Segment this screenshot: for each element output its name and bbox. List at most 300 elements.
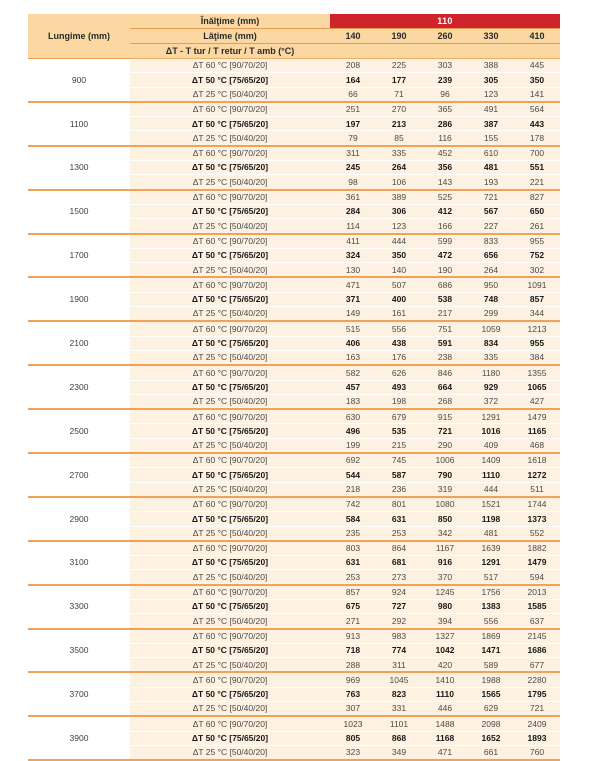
header-width-value: 260 bbox=[422, 29, 468, 44]
length-cell: 2500 bbox=[28, 409, 130, 453]
output-value-cell: 271 bbox=[330, 614, 376, 629]
output-value-cell: 225 bbox=[376, 59, 422, 73]
output-value-cell: 178 bbox=[514, 131, 560, 146]
output-value-cell: 915 bbox=[422, 409, 468, 424]
output-value-cell: 2280 bbox=[514, 672, 560, 687]
output-value-cell: 235 bbox=[330, 526, 376, 541]
dt-label-cell: ΔT 60 °C [90/70/20] bbox=[130, 365, 330, 380]
output-value-cell: 589 bbox=[468, 658, 514, 673]
dt-label-cell: ΔT 50 °C [75/65/20] bbox=[130, 292, 330, 306]
output-value-cell: 324 bbox=[330, 248, 376, 262]
dt-label-cell: ΔT 60 °C [90/70/20] bbox=[130, 234, 330, 249]
output-value-cell: 924 bbox=[376, 585, 422, 600]
output-value-cell: 535 bbox=[376, 424, 422, 438]
output-value-cell: 1042 bbox=[422, 643, 468, 657]
output-value-cell: 106 bbox=[376, 175, 422, 190]
dt-label-cell: ΔT 25 °C [50/40/20] bbox=[130, 526, 330, 541]
output-value-cell: 827 bbox=[514, 190, 560, 205]
dt-label-cell: ΔT 60 °C [90/70/20] bbox=[130, 629, 330, 644]
output-value-cell: 253 bbox=[330, 570, 376, 585]
dt-row bbox=[28, 497, 560, 512]
length-cell: 1900 bbox=[28, 277, 130, 321]
output-value-cell: 176 bbox=[376, 350, 422, 365]
output-value-cell: 1168 bbox=[422, 731, 468, 745]
length-cell: 3300 bbox=[28, 585, 130, 629]
output-value-cell: 217 bbox=[422, 307, 468, 322]
output-value-cell: 239 bbox=[422, 73, 468, 87]
output-value-cell: 507 bbox=[376, 277, 422, 292]
dt-label-cell: ΔT 50 °C [75/65/20] bbox=[130, 424, 330, 438]
output-value-cell: 273 bbox=[376, 570, 422, 585]
output-value-cell: 427 bbox=[514, 394, 560, 409]
output-value-cell: 387 bbox=[468, 117, 514, 131]
output-value-cell: 116 bbox=[422, 131, 468, 146]
output-value-cell: 517 bbox=[468, 570, 514, 585]
dt-label-cell: ΔT 25 °C [50/40/20] bbox=[130, 175, 330, 190]
output-value-cell: 745 bbox=[376, 453, 422, 468]
output-value-cell: 472 bbox=[422, 248, 468, 262]
output-value-cell: 443 bbox=[514, 117, 560, 131]
output-value-cell: 1686 bbox=[514, 643, 560, 657]
output-value-cell: 1409 bbox=[468, 453, 514, 468]
output-value-cell: 857 bbox=[330, 585, 376, 600]
dt-row bbox=[28, 453, 560, 468]
output-value-cell: 400 bbox=[376, 292, 422, 306]
output-value-cell: 661 bbox=[468, 745, 514, 760]
output-value-cell: 335 bbox=[376, 146, 422, 161]
output-value-cell: 679 bbox=[376, 409, 422, 424]
dt-row bbox=[28, 277, 560, 292]
table-body bbox=[28, 59, 560, 761]
output-value-cell: 868 bbox=[376, 731, 422, 745]
output-value-cell: 721 bbox=[422, 424, 468, 438]
output-value-cell: 980 bbox=[422, 599, 468, 613]
dt-label-cell: ΔT 25 °C [50/40/20] bbox=[130, 219, 330, 234]
dt-label-cell: ΔT 50 °C [75/65/20] bbox=[130, 643, 330, 657]
output-value-cell: 1327 bbox=[422, 629, 468, 644]
output-value-cell: 1479 bbox=[514, 556, 560, 570]
output-value-cell: 114 bbox=[330, 219, 376, 234]
radiator-output-table bbox=[28, 14, 560, 761]
output-value-cell: 238 bbox=[422, 350, 468, 365]
output-value-cell: 1080 bbox=[422, 497, 468, 512]
output-value-cell: 610 bbox=[468, 146, 514, 161]
output-value-cell: 286 bbox=[422, 117, 468, 131]
output-value-cell: 335 bbox=[468, 350, 514, 365]
output-value-cell: 1180 bbox=[468, 365, 514, 380]
output-value-cell: 311 bbox=[330, 146, 376, 161]
dt-label-cell: ΔT 50 °C [75/65/20] bbox=[130, 512, 330, 526]
header-height-value-badge: 110 bbox=[330, 14, 560, 29]
output-value-cell: 790 bbox=[422, 468, 468, 482]
output-value-cell: 177 bbox=[376, 73, 422, 87]
header-inaltime-label: Înălţime (mm) bbox=[130, 14, 330, 29]
dt-label-cell: ΔT 60 °C [90/70/20] bbox=[130, 585, 330, 600]
output-value-cell: 221 bbox=[514, 175, 560, 190]
output-value-cell: 675 bbox=[330, 599, 376, 613]
output-value-cell: 955 bbox=[514, 336, 560, 350]
output-value-cell: 1988 bbox=[468, 672, 514, 687]
dt-label-cell: ΔT 50 °C [75/65/20] bbox=[130, 599, 330, 613]
output-value-cell: 245 bbox=[330, 161, 376, 175]
dt-row bbox=[28, 409, 560, 424]
output-value-cell: 1091 bbox=[514, 277, 560, 292]
length-cell: 1100 bbox=[28, 102, 130, 146]
output-value-cell: 471 bbox=[422, 745, 468, 760]
output-value-cell: 411 bbox=[330, 234, 376, 249]
output-value-cell: 307 bbox=[330, 702, 376, 717]
dt-row bbox=[28, 190, 560, 205]
dt-label-cell: ΔT 60 °C [90/70/20] bbox=[130, 59, 330, 73]
dt-label-cell: ΔT 60 °C [90/70/20] bbox=[130, 190, 330, 205]
output-value-cell: 215 bbox=[376, 438, 422, 453]
output-value-cell: 457 bbox=[330, 380, 376, 394]
dt-row bbox=[28, 321, 560, 336]
output-value-cell: 626 bbox=[376, 365, 422, 380]
output-value-cell: 1373 bbox=[514, 512, 560, 526]
output-value-cell: 149 bbox=[330, 307, 376, 322]
output-value-cell: 394 bbox=[422, 614, 468, 629]
output-value-cell: 538 bbox=[422, 292, 468, 306]
output-value-cell: 834 bbox=[468, 336, 514, 350]
dt-label-cell: ΔT 50 °C [75/65/20] bbox=[130, 248, 330, 262]
output-value-cell: 227 bbox=[468, 219, 514, 234]
output-value-cell: 261 bbox=[514, 219, 560, 234]
output-value-cell: 1471 bbox=[468, 643, 514, 657]
output-value-cell: 303 bbox=[422, 59, 468, 73]
output-value-cell: 284 bbox=[330, 204, 376, 218]
output-value-cell: 637 bbox=[514, 614, 560, 629]
dt-label-cell: ΔT 50 °C [75/65/20] bbox=[130, 468, 330, 482]
length-cell: 3700 bbox=[28, 672, 130, 716]
output-value-cell: 468 bbox=[514, 438, 560, 453]
output-value-cell: 1167 bbox=[422, 541, 468, 556]
output-value-cell: 264 bbox=[376, 161, 422, 175]
output-value-cell: 582 bbox=[330, 365, 376, 380]
output-value-cell: 801 bbox=[376, 497, 422, 512]
dt-label-cell: ΔT 50 °C [75/65/20] bbox=[130, 117, 330, 131]
output-value-cell: 599 bbox=[422, 234, 468, 249]
length-cell: 2300 bbox=[28, 365, 130, 409]
output-value-cell: 493 bbox=[376, 380, 422, 394]
output-value-cell: 803 bbox=[330, 541, 376, 556]
header-width-value: 330 bbox=[468, 29, 514, 44]
output-value-cell: 1110 bbox=[468, 468, 514, 482]
dt-label-cell: ΔT 60 °C [90/70/20] bbox=[130, 102, 330, 117]
output-value-cell: 166 bbox=[422, 219, 468, 234]
output-value-cell: 846 bbox=[422, 365, 468, 380]
output-value-cell: 198 bbox=[376, 394, 422, 409]
output-value-cell: 197 bbox=[330, 117, 376, 131]
output-value-cell: 2145 bbox=[514, 629, 560, 644]
length-cell: 3500 bbox=[28, 629, 130, 673]
output-value-cell: 409 bbox=[468, 438, 514, 453]
output-value-cell: 1272 bbox=[514, 468, 560, 482]
dt-row bbox=[28, 365, 560, 380]
dt-label-cell: ΔT 25 °C [50/40/20] bbox=[130, 658, 330, 673]
dt-label-cell: ΔT 50 °C [75/65/20] bbox=[130, 73, 330, 87]
output-value-cell: 1652 bbox=[468, 731, 514, 745]
output-value-cell: 700 bbox=[514, 146, 560, 161]
output-value-cell: 123 bbox=[468, 87, 514, 102]
output-value-cell: 371 bbox=[330, 292, 376, 306]
dt-label-cell: ΔT 25 °C [50/40/20] bbox=[130, 131, 330, 146]
output-value-cell: 551 bbox=[514, 161, 560, 175]
output-value-cell: 292 bbox=[376, 614, 422, 629]
output-value-cell: 564 bbox=[514, 102, 560, 117]
header-row-inaltime bbox=[28, 14, 560, 29]
output-value-cell: 481 bbox=[468, 526, 514, 541]
output-value-cell: 1488 bbox=[422, 716, 468, 731]
output-value-cell: 323 bbox=[330, 745, 376, 760]
output-value-cell: 1016 bbox=[468, 424, 514, 438]
output-value-cell: 763 bbox=[330, 687, 376, 701]
output-value-cell: 350 bbox=[376, 248, 422, 262]
output-value-cell: 264 bbox=[468, 263, 514, 278]
output-value-cell: 1006 bbox=[422, 453, 468, 468]
length-cell: 2900 bbox=[28, 497, 130, 541]
output-value-cell: 1245 bbox=[422, 585, 468, 600]
dt-label-cell: ΔT 25 °C [50/40/20] bbox=[130, 394, 330, 409]
dt-label-cell: ΔT 60 °C [90/70/20] bbox=[130, 497, 330, 512]
output-value-cell: 331 bbox=[376, 702, 422, 717]
output-value-cell: 1639 bbox=[468, 541, 514, 556]
output-value-cell: 629 bbox=[468, 702, 514, 717]
output-value-cell: 306 bbox=[376, 204, 422, 218]
dt-label-cell: ΔT 60 °C [90/70/20] bbox=[130, 541, 330, 556]
output-value-cell: 344 bbox=[514, 307, 560, 322]
length-cell: 900 bbox=[28, 59, 130, 102]
output-value-cell: 1291 bbox=[468, 556, 514, 570]
output-value-cell: 208 bbox=[330, 59, 376, 73]
output-value-cell: 190 bbox=[422, 263, 468, 278]
dt-label-cell: ΔT 25 °C [50/40/20] bbox=[130, 614, 330, 629]
output-value-cell: 692 bbox=[330, 453, 376, 468]
output-value-cell: 161 bbox=[376, 307, 422, 322]
table-header bbox=[28, 14, 560, 59]
output-value-cell: 370 bbox=[422, 570, 468, 585]
output-value-cell: 496 bbox=[330, 424, 376, 438]
length-cell: 2100 bbox=[28, 321, 130, 365]
output-value-cell: 1521 bbox=[468, 497, 514, 512]
output-value-cell: 556 bbox=[468, 614, 514, 629]
output-value-cell: 164 bbox=[330, 73, 376, 87]
dt-label-cell: ΔT 25 °C [50/40/20] bbox=[130, 745, 330, 760]
output-value-cell: 1744 bbox=[514, 497, 560, 512]
length-cell: 1500 bbox=[28, 190, 130, 234]
dt-row bbox=[28, 146, 560, 161]
output-value-cell: 1618 bbox=[514, 453, 560, 468]
output-value-cell: 319 bbox=[422, 482, 468, 497]
header-width-value: 410 bbox=[514, 29, 560, 44]
output-value-cell: 446 bbox=[422, 702, 468, 717]
output-value-cell: 305 bbox=[468, 73, 514, 87]
output-value-cell: 774 bbox=[376, 643, 422, 657]
output-value-cell: 913 bbox=[330, 629, 376, 644]
output-value-cell: 1213 bbox=[514, 321, 560, 336]
output-value-cell: 525 bbox=[422, 190, 468, 205]
output-value-cell: 850 bbox=[422, 512, 468, 526]
output-value-cell: 1893 bbox=[514, 731, 560, 745]
header-width-value: 140 bbox=[330, 29, 376, 44]
dt-label-cell: ΔT 50 °C [75/65/20] bbox=[130, 204, 330, 218]
output-value-cell: 253 bbox=[376, 526, 422, 541]
dt-label-cell: ΔT 60 °C [90/70/20] bbox=[130, 409, 330, 424]
output-value-cell: 2013 bbox=[514, 585, 560, 600]
output-value-cell: 406 bbox=[330, 336, 376, 350]
output-value-cell: 85 bbox=[376, 131, 422, 146]
dt-label-cell: ΔT 25 °C [50/40/20] bbox=[130, 438, 330, 453]
output-value-cell: 143 bbox=[422, 175, 468, 190]
dt-label-cell: ΔT 60 °C [90/70/20] bbox=[130, 321, 330, 336]
output-value-cell: 372 bbox=[468, 394, 514, 409]
output-value-cell: 288 bbox=[330, 658, 376, 673]
header-deltat-spacer bbox=[330, 44, 560, 59]
output-value-cell: 587 bbox=[376, 468, 422, 482]
output-value-cell: 681 bbox=[376, 556, 422, 570]
output-value-cell: 686 bbox=[422, 277, 468, 292]
length-cell: 1300 bbox=[28, 146, 130, 190]
output-value-cell: 389 bbox=[376, 190, 422, 205]
dt-row bbox=[28, 585, 560, 600]
dt-label-cell: ΔT 25 °C [50/40/20] bbox=[130, 482, 330, 497]
output-value-cell: 141 bbox=[514, 87, 560, 102]
output-value-cell: 342 bbox=[422, 526, 468, 541]
output-value-cell: 356 bbox=[422, 161, 468, 175]
dt-row bbox=[28, 716, 560, 731]
output-value-cell: 916 bbox=[422, 556, 468, 570]
output-value-cell: 1291 bbox=[468, 409, 514, 424]
output-value-cell: 650 bbox=[514, 204, 560, 218]
dt-label-cell: ΔT 60 °C [90/70/20] bbox=[130, 146, 330, 161]
output-value-cell: 384 bbox=[514, 350, 560, 365]
output-value-cell: 950 bbox=[468, 277, 514, 292]
output-value-cell: 471 bbox=[330, 277, 376, 292]
output-value-cell: 98 bbox=[330, 175, 376, 190]
output-value-cell: 1795 bbox=[514, 687, 560, 701]
output-value-cell: 388 bbox=[468, 59, 514, 73]
header-latime-label: Lăţime (mm) bbox=[130, 29, 330, 44]
dt-row bbox=[28, 102, 560, 117]
output-value-cell: 1165 bbox=[514, 424, 560, 438]
output-value-cell: 760 bbox=[514, 745, 560, 760]
output-value-cell: 748 bbox=[468, 292, 514, 306]
output-value-cell: 193 bbox=[468, 175, 514, 190]
output-value-cell: 677 bbox=[514, 658, 560, 673]
output-value-cell: 452 bbox=[422, 146, 468, 161]
output-value-cell: 718 bbox=[330, 643, 376, 657]
output-value-cell: 350 bbox=[514, 73, 560, 87]
output-value-cell: 270 bbox=[376, 102, 422, 117]
output-value-cell: 983 bbox=[376, 629, 422, 644]
dt-row bbox=[28, 672, 560, 687]
output-value-cell: 833 bbox=[468, 234, 514, 249]
output-value-cell: 567 bbox=[468, 204, 514, 218]
output-value-cell: 2409 bbox=[514, 716, 560, 731]
output-value-cell: 1110 bbox=[422, 687, 468, 701]
header-lungime-label: Lungime (mm) bbox=[28, 14, 130, 59]
output-value-cell: 631 bbox=[330, 556, 376, 570]
output-value-cell: 955 bbox=[514, 234, 560, 249]
output-value-cell: 556 bbox=[376, 321, 422, 336]
output-value-cell: 721 bbox=[468, 190, 514, 205]
output-value-cell: 438 bbox=[376, 336, 422, 350]
output-value-cell: 631 bbox=[376, 512, 422, 526]
output-value-cell: 491 bbox=[468, 102, 514, 117]
output-value-cell: 823 bbox=[376, 687, 422, 701]
output-value-cell: 721 bbox=[514, 702, 560, 717]
dt-label-cell: ΔT 50 °C [75/65/20] bbox=[130, 556, 330, 570]
dt-label-cell: ΔT 25 °C [50/40/20] bbox=[130, 702, 330, 717]
output-value-cell: 751 bbox=[422, 321, 468, 336]
dt-label-cell: ΔT 50 °C [75/65/20] bbox=[130, 336, 330, 350]
header-deltat-label: ΔT - T tur / T retur / T amb (°C) bbox=[130, 44, 330, 59]
output-value-cell: 444 bbox=[468, 482, 514, 497]
output-value-cell: 1023 bbox=[330, 716, 376, 731]
output-value-cell: 290 bbox=[422, 438, 468, 453]
dt-label-cell: ΔT 50 °C [75/65/20] bbox=[130, 380, 330, 394]
output-value-cell: 218 bbox=[330, 482, 376, 497]
output-value-cell: 481 bbox=[468, 161, 514, 175]
output-value-cell: 1383 bbox=[468, 599, 514, 613]
dt-label-cell: ΔT 25 °C [50/40/20] bbox=[130, 307, 330, 322]
output-value-cell: 123 bbox=[376, 219, 422, 234]
dt-label-cell: ΔT 60 °C [90/70/20] bbox=[130, 672, 330, 687]
output-value-cell: 1585 bbox=[514, 599, 560, 613]
output-value-cell: 929 bbox=[468, 380, 514, 394]
output-value-cell: 969 bbox=[330, 672, 376, 687]
output-value-cell: 2098 bbox=[468, 716, 514, 731]
output-value-cell: 1101 bbox=[376, 716, 422, 731]
output-value-cell: 365 bbox=[422, 102, 468, 117]
output-value-cell: 1065 bbox=[514, 380, 560, 394]
length-cell: 1700 bbox=[28, 234, 130, 278]
output-value-cell: 544 bbox=[330, 468, 376, 482]
output-value-cell: 349 bbox=[376, 745, 422, 760]
output-value-cell: 420 bbox=[422, 658, 468, 673]
output-value-cell: 302 bbox=[514, 263, 560, 278]
output-value-cell: 199 bbox=[330, 438, 376, 453]
output-value-cell: 1565 bbox=[468, 687, 514, 701]
output-value-cell: 163 bbox=[330, 350, 376, 365]
output-value-cell: 361 bbox=[330, 190, 376, 205]
output-value-cell: 71 bbox=[376, 87, 422, 102]
output-value-cell: 66 bbox=[330, 87, 376, 102]
dt-row bbox=[28, 59, 560, 73]
length-cell: 3100 bbox=[28, 541, 130, 585]
output-value-cell: 630 bbox=[330, 409, 376, 424]
output-value-cell: 1410 bbox=[422, 672, 468, 687]
dt-label-cell: ΔT 25 °C [50/40/20] bbox=[130, 570, 330, 585]
output-value-cell: 515 bbox=[330, 321, 376, 336]
dt-label-cell: ΔT 50 °C [75/65/20] bbox=[130, 161, 330, 175]
output-value-cell: 742 bbox=[330, 497, 376, 512]
dt-label-cell: ΔT 50 °C [75/65/20] bbox=[130, 731, 330, 745]
output-value-cell: 79 bbox=[330, 131, 376, 146]
dt-label-cell: ΔT 60 °C [90/70/20] bbox=[130, 453, 330, 468]
output-value-cell: 96 bbox=[422, 87, 468, 102]
dt-label-cell: ΔT 60 °C [90/70/20] bbox=[130, 277, 330, 292]
output-value-cell: 1059 bbox=[468, 321, 514, 336]
output-value-cell: 1479 bbox=[514, 409, 560, 424]
output-value-cell: 1869 bbox=[468, 629, 514, 644]
dt-row bbox=[28, 234, 560, 249]
output-value-cell: 311 bbox=[376, 658, 422, 673]
output-value-cell: 805 bbox=[330, 731, 376, 745]
output-value-cell: 445 bbox=[514, 59, 560, 73]
output-value-cell: 236 bbox=[376, 482, 422, 497]
output-value-cell: 857 bbox=[514, 292, 560, 306]
